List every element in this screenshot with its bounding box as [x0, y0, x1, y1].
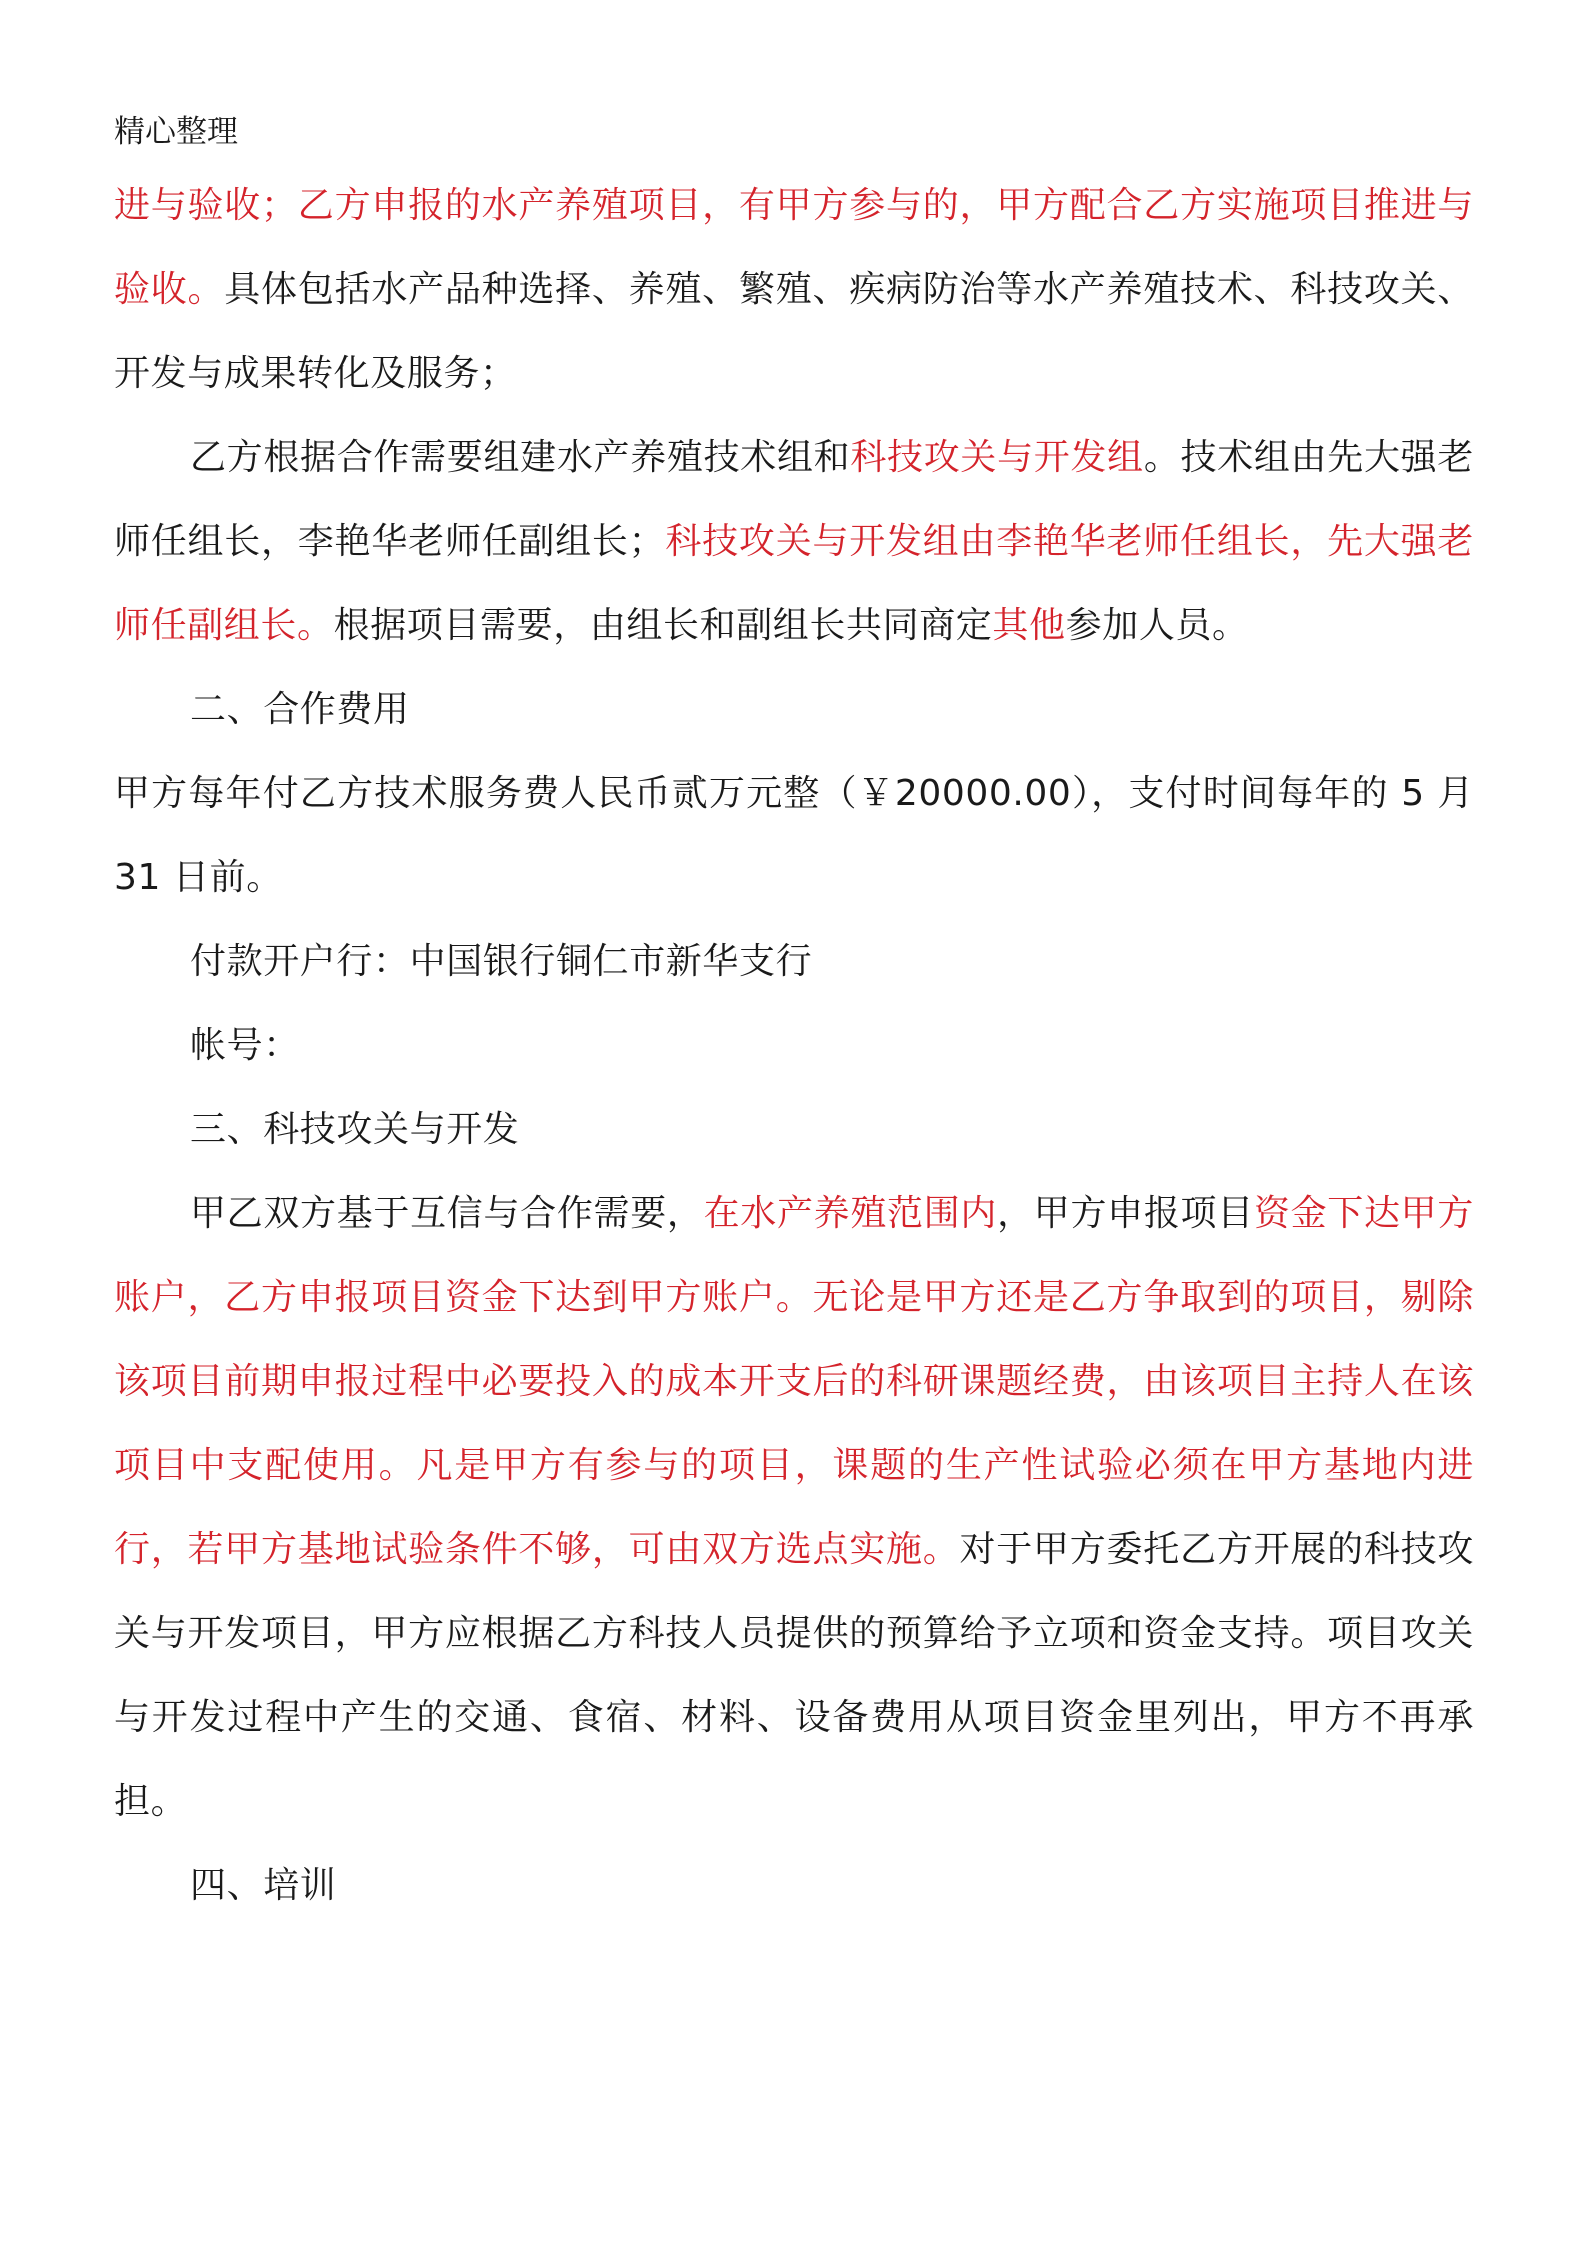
paragraph-fees: 甲方每年付乙方技术服务费人民币贰万元整（￥20000.00），支付时间每年的 5 月 31 日前。 [114, 773, 1474, 898]
text-run: 。技术组由先大强老师任组长，李艳华老师任副组长； [114, 437, 1474, 562]
red-text-run: 其他 [992, 605, 1066, 646]
section-heading-research: 三、科技攻关与开发 [190, 1109, 520, 1150]
paragraph-acceptance [114, 164, 1474, 416]
text-run: 甲乙双方基于互信与合作需要， [190, 1193, 704, 1234]
section-heading-fees: 二、合作费用 [190, 689, 410, 730]
text-run: 乙方根据合作需要组建水产养殖技术组和 [190, 437, 851, 478]
paragraph-team [114, 416, 1474, 668]
text-run: 根据项目需要，由组长和副组长共同商定 [333, 605, 993, 646]
header-note: 精心整理 [114, 114, 238, 150]
paragraph-account: 帐号： [190, 1025, 300, 1066]
red-text-run: 资金下达甲方账户，乙方申报项目资金下达到甲方账户。无论是甲方还是乙方争取到的项目，剔除该项目前期申报过程中必要投入的成本开支后的科研课题经费，由该项目主持人在该项目中支配使用。凡是甲方有参与的项目，课题的生产性试验必须在甲方基地内进行，若甲方基地试验条件不够，可由双方选点实施。 [114, 1193, 1474, 1570]
red-text-run: 进与验收；乙方申报的水产养殖项目，有甲方参与的，甲方配合乙方实施项目推进与验收。 [114, 185, 1474, 310]
document-body [114, 164, 1474, 1928]
red-text-run: 科技攻关与开发组由李艳华老师任组长，先大强老师任副组长。 [114, 521, 1474, 646]
paragraph-research [114, 1172, 1474, 1844]
red-text-run: 科技攻关与开发组 [850, 437, 1144, 478]
red-text-run: 在水产养殖范围内 [703, 1193, 998, 1234]
text-run: 对于甲方委托乙方开展的科技攻关与开发项目，甲方应根据乙方科技人员提供的预算给予立项和资金支持。项目攻关与开发过程中产生的交通、食宿、材料、设备费用从项目资金里列出，甲方不再承担。 [114, 1529, 1474, 1822]
text-run: 具体包括水产品种选择、养殖、繁殖、疾病防治等水产养殖技术、科技攻关、开发与成果转化及服务； [114, 269, 1474, 394]
paragraph-bank: 付款开户行：中国银行铜仁市新华支行 [190, 941, 813, 982]
text-run: 参加人员。 [1065, 605, 1249, 646]
text-run: ，甲方申报项目 [997, 1193, 1254, 1234]
section-heading-training: 四、培训 [190, 1865, 337, 1906]
